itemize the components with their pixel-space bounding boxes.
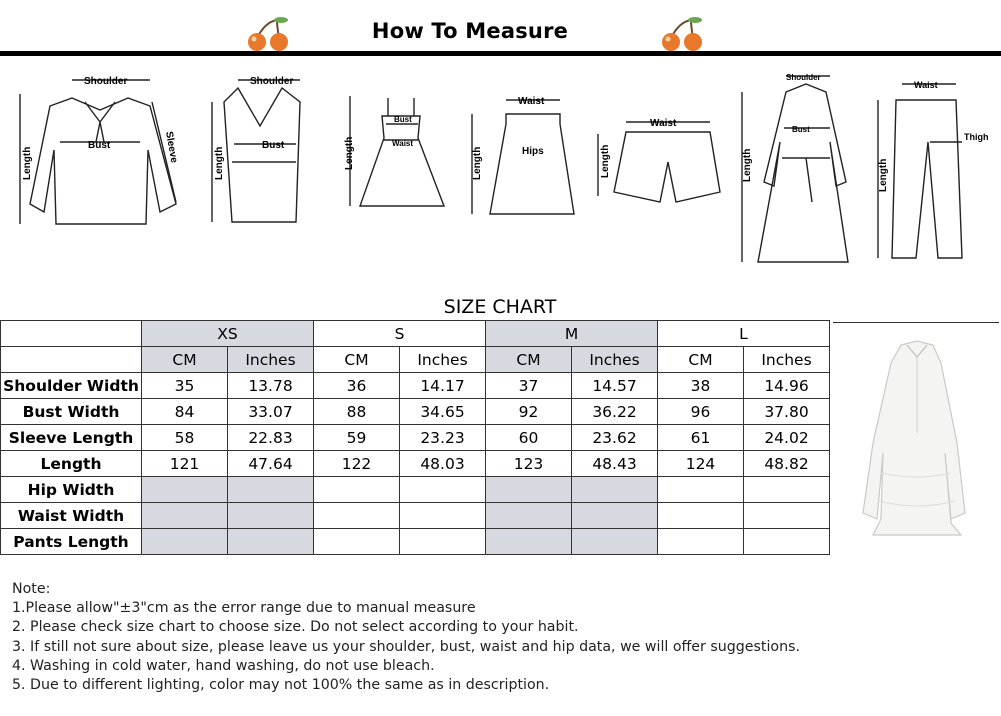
label-waist: Waist (650, 118, 677, 129)
table-cell (400, 477, 486, 503)
table-cell: 36.22 (572, 399, 658, 425)
table-cell (228, 477, 314, 503)
label-shoulder: Shoulder (84, 76, 128, 87)
table-row (1, 503, 830, 529)
unit-header: CM (314, 347, 400, 373)
row-label: Shoulder Width (1, 373, 142, 399)
row-label: Hip Width (1, 477, 142, 503)
label-length: Length (214, 146, 225, 180)
note-line: 3. If still not sure about size, please leave us your shoulder, bust, waist and hip data, we will offer suggestions. (12, 638, 800, 655)
table-cell (486, 477, 572, 503)
table-row (1, 477, 830, 503)
label-length: Length (600, 144, 611, 178)
slip-dress-sketch (344, 96, 444, 206)
table-cell: 48.03 (400, 451, 486, 477)
table-cell: 47.64 (228, 451, 314, 477)
product-photo (833, 322, 999, 553)
table-row (1, 399, 830, 425)
label-waist: Waist (914, 80, 938, 90)
table-cell: 60 (486, 425, 572, 451)
table-cell: 24.02 (744, 425, 830, 451)
table-cell (486, 503, 572, 529)
corner-cell (1, 321, 142, 347)
table-cell: 22.83 (228, 425, 314, 451)
table-cell: 84 (142, 399, 228, 425)
table-cell: 121 (142, 451, 228, 477)
header-rule (0, 51, 1001, 56)
table-row (1, 373, 830, 399)
table-cell (142, 503, 228, 529)
unit-header: Inches (400, 347, 486, 373)
shorts-sketch (598, 118, 720, 202)
table-cell (142, 529, 228, 555)
table-cell (744, 503, 830, 529)
table-cell: 33.07 (228, 399, 314, 425)
notes-section (12, 580, 800, 695)
table-cell (314, 477, 400, 503)
table-cell (658, 477, 744, 503)
label-bust: Bust (88, 140, 111, 151)
table-cell: 122 (314, 451, 400, 477)
label-hips: Hips (522, 146, 544, 157)
table-cell: 58 (142, 425, 228, 451)
table-cell (744, 529, 830, 555)
table-cell: 37.80 (744, 399, 830, 425)
size-chart-title: SIZE CHART (443, 296, 557, 318)
table-cell: 59 (314, 425, 400, 451)
table-cell (228, 503, 314, 529)
table-cell (572, 477, 658, 503)
note-line: 1.Please allow"±3"cm as the error range due to manual measure (12, 600, 476, 617)
table-cell (142, 477, 228, 503)
label-length: Length (472, 146, 483, 180)
label-length: Length (22, 146, 33, 180)
table-cell: 14.57 (572, 373, 658, 399)
table-cell (228, 529, 314, 555)
blouse-sketch (20, 76, 179, 224)
label-sleeve: Sleeve (163, 130, 180, 164)
table-cell: 14.96 (744, 373, 830, 399)
table-cell: 34.65 (400, 399, 486, 425)
vest-sketch (212, 76, 300, 222)
size-chart-table (0, 320, 830, 555)
skirt-sketch (472, 96, 574, 214)
row-label: Bust Width (1, 399, 142, 425)
unit-header: CM (658, 347, 744, 373)
row-label: Sleeve Length (1, 425, 142, 451)
label-thigh: Thigh (964, 132, 989, 142)
label-length: Length (878, 158, 889, 192)
label-bust: Bust (262, 140, 285, 151)
size-header-l: L (658, 321, 830, 347)
table-cell: 123 (486, 451, 572, 477)
table-cell: 13.78 (228, 373, 314, 399)
unit-header: Inches (228, 347, 314, 373)
size-header-m: M (486, 321, 658, 347)
trousers-sketch (878, 80, 989, 258)
cherry-icon (243, 16, 293, 52)
table-cell: 35 (142, 373, 228, 399)
unit-header: Inches (744, 347, 830, 373)
notes-heading: Note: (12, 581, 51, 597)
row-label: Waist Width (1, 503, 142, 529)
page-title: How To Measure (371, 19, 569, 43)
table-cell (658, 529, 744, 555)
table-row (1, 529, 830, 555)
unit-header: Inches (572, 347, 658, 373)
table-cell (572, 529, 658, 555)
note-line: 5. Due to different lighting, color may not 100% the same as in description. (12, 677, 550, 694)
unit-header: CM (142, 347, 228, 373)
table-cell: 61 (658, 425, 744, 451)
label-shoulder: Shoulder (250, 76, 294, 87)
row-label: Length (1, 451, 142, 477)
label-bust: Bust (394, 115, 412, 124)
table-cell: 88 (314, 399, 400, 425)
table-cell: 124 (658, 451, 744, 477)
table-cell: 14.17 (400, 373, 486, 399)
row-label: Pants Length (1, 529, 142, 555)
table-cell: 96 (658, 399, 744, 425)
table-cell: 48.82 (744, 451, 830, 477)
table-row (1, 451, 830, 477)
table-cell (658, 503, 744, 529)
table-cell: 38 (658, 373, 744, 399)
table-cell: 92 (486, 399, 572, 425)
table-row (1, 425, 830, 451)
table-cell: 36 (314, 373, 400, 399)
trench-dress-sketch (742, 73, 848, 262)
unit-header-row (1, 347, 830, 373)
table-cell (314, 529, 400, 555)
table-cell (400, 529, 486, 555)
table-cell (486, 529, 572, 555)
unit-header: CM (486, 347, 572, 373)
table-cell (400, 503, 486, 529)
measurement-sketches (0, 62, 1001, 272)
table-cell: 23.23 (400, 425, 486, 451)
label-shoulder: Shoulder (786, 73, 821, 82)
size-header-row (1, 321, 830, 347)
table-cell (314, 503, 400, 529)
table-cell (572, 503, 658, 529)
cherry-icon (657, 16, 707, 52)
note-line: 4. Washing in cold water, hand washing, do not use bleach. (12, 657, 435, 674)
note-line: 2. Please check size chart to choose size. Do not select according to your habit. (12, 619, 579, 636)
size-header-s: S (314, 321, 486, 347)
label-length: Length (344, 136, 355, 170)
table-cell: 23.62 (572, 425, 658, 451)
size-header-xs: XS (142, 321, 314, 347)
label-length: Length (742, 148, 753, 182)
table-cell (744, 477, 830, 503)
label-waist: Waist (518, 96, 545, 107)
header (0, 0, 1001, 60)
label-waist: Waist (392, 139, 414, 148)
table-cell: 48.43 (572, 451, 658, 477)
corner-cell (1, 347, 142, 373)
white-dress-image (833, 323, 999, 553)
label-bust: Bust (792, 125, 810, 134)
table-cell: 37 (486, 373, 572, 399)
